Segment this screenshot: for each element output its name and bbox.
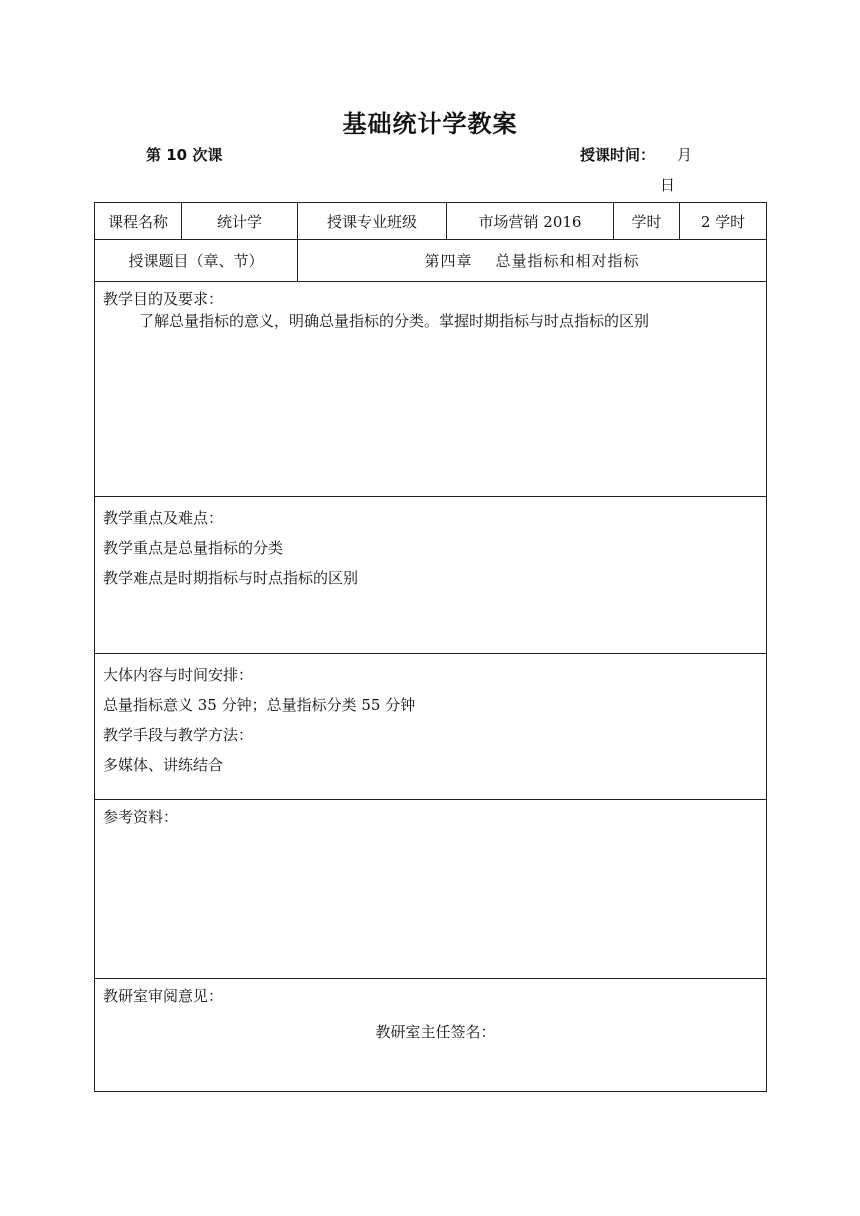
topic-value: 第四章 总量指标和相对指标 (298, 240, 767, 282)
schedule-text: 总量指标意义 35 分钟；总量指标分类 55 分钟 (103, 696, 416, 714)
class-time-label: 授课时间： (580, 146, 656, 164)
objectives-cell (95, 282, 767, 497)
topic-row (95, 240, 767, 282)
objectives-text: 了解总量指标的意义，明确总量指标的分类。掌握时期指标与时点指标的区别 (139, 312, 650, 330)
references-row (95, 800, 767, 979)
class-label: 授课专业班级 (298, 203, 447, 240)
review-label: 教研室审阅意见： (103, 987, 224, 1005)
key-points-label: 教学重点及难点： (103, 509, 224, 527)
page-title: 基础统计学教案 (342, 110, 518, 138)
content-row (95, 654, 767, 800)
objectives-row (95, 282, 767, 497)
month-label: 月 (677, 146, 693, 164)
course-name-value: 统计学 (182, 203, 298, 240)
key-point-text: 教学重点是总量指标的分类 (103, 539, 284, 557)
key-points-cell (95, 497, 767, 654)
class-value: 市场营销 2016 (447, 203, 614, 240)
topic-label: 授课题目（章、节） (95, 240, 298, 282)
content-label: 大体内容与时间安排： (103, 666, 254, 684)
difficult-point-text: 教学难点是时期指标与时点指标的区别 (103, 569, 359, 587)
review-row (95, 979, 767, 1092)
hours-label: 学时 (614, 203, 680, 240)
methods-text: 多媒体、讲练结合 (103, 756, 224, 774)
hours-value: 2 学时 (680, 203, 767, 240)
lesson-plan-table (94, 202, 767, 1092)
review-cell (95, 979, 767, 1092)
methods-label: 教学手段与教学方法： (103, 726, 254, 744)
course-info-row (95, 203, 767, 240)
references-label: 参考资料： (103, 808, 179, 826)
lesson-number: 第 10 次课 (146, 146, 223, 164)
director-signature-label: 教研室主任签名： (375, 1023, 496, 1041)
content-cell (95, 654, 767, 800)
objectives-label: 教学目的及要求： (103, 290, 224, 308)
references-cell (95, 800, 767, 979)
course-name-label: 课程名称 (95, 203, 182, 240)
key-points-row (95, 497, 767, 654)
day-label: 日 (660, 176, 676, 194)
